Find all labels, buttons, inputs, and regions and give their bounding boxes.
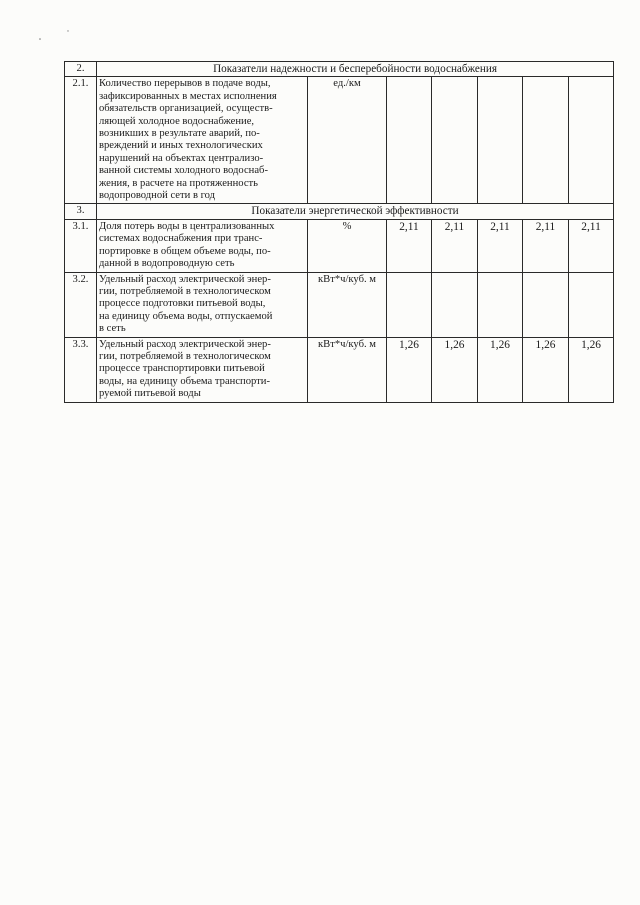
description-line: водопроводной сети в год <box>99 190 216 202</box>
indicator-row <box>65 77 614 204</box>
indicator-number: 3.1. <box>65 219 97 272</box>
section-header-row <box>65 62 614 77</box>
indicator-value: 2,11 <box>523 219 569 272</box>
indicator-value <box>523 77 569 204</box>
indicator-row <box>65 272 614 337</box>
indicator-number: 2.1. <box>65 77 97 204</box>
scan-specks <box>38 28 78 42</box>
indicator-value: 2,11 <box>569 219 614 272</box>
description-line: процессе транспортировки питьевой <box>99 363 265 375</box>
description-line: ляющей холодное водоснабжение, <box>99 115 255 127</box>
description-line: руемой питьевой воды <box>99 388 201 400</box>
description-line: в сеть <box>99 323 126 335</box>
indicator-value: 2,11 <box>478 219 523 272</box>
description-line: обязательств организацией, осуществ- <box>99 103 273 115</box>
indicator-value: 2,11 <box>432 219 478 272</box>
indicator-value <box>523 272 569 337</box>
indicator-value: 1,26 <box>523 337 569 402</box>
description-line: системах водоснабжения при транс- <box>99 233 263 245</box>
description-line: гии, потребляемой в технологическом <box>99 285 271 297</box>
indicator-unit: кВт*ч/куб. м <box>308 272 387 337</box>
description-line: Удельный расход электрической энер- <box>99 273 271 285</box>
indicator-number: 3.3. <box>65 337 97 402</box>
indicator-value <box>478 77 523 204</box>
indicator-value <box>387 272 432 337</box>
description-line: гии, потребляемой в технологическом <box>99 350 271 362</box>
description-line: данной в водопроводную сеть <box>99 258 235 270</box>
section-number: 3. <box>65 204 97 219</box>
description-line: процессе подготовки питьевой воды, <box>99 298 266 310</box>
indicator-value: 1,26 <box>387 337 432 402</box>
description-line: воды, на единицу объема транспорти- <box>99 375 270 387</box>
section-title: Показатели энергетической эффективности <box>97 204 614 219</box>
indicator-unit: ед./км <box>308 77 387 204</box>
section-title: Показатели надежности и бесперебойности водоснабжения <box>97 62 614 77</box>
description-line: вреждений и иных технологических <box>99 140 263 152</box>
section-header-row <box>65 204 614 219</box>
indicator-value <box>569 77 614 204</box>
indicator-description <box>97 219 308 272</box>
description-line: нарушений на объектах централизо- <box>99 152 264 164</box>
indicator-value <box>478 272 523 337</box>
description-line: зафиксированных в местах исполнения <box>99 90 277 102</box>
indicators-table <box>64 61 614 403</box>
indicator-value <box>432 77 478 204</box>
indicator-description <box>97 337 308 402</box>
indicator-value: 1,26 <box>569 337 614 402</box>
indicator-description <box>97 77 308 204</box>
indicator-unit: % <box>308 219 387 272</box>
indicator-row <box>65 337 614 402</box>
description-line: портировке в общем объеме воды, по- <box>99 245 271 257</box>
indicator-value: 2,11 <box>387 219 432 272</box>
indicator-unit: кВт*ч/куб. м <box>308 337 387 402</box>
indicator-value <box>569 272 614 337</box>
description-line: возникших в результате аварий, по- <box>99 128 260 140</box>
section-number: 2. <box>65 62 97 77</box>
description-line: жения, в расчете на протяженность <box>99 177 258 189</box>
description-line: ванной системы холодного водоснаб- <box>99 165 268 177</box>
indicator-row <box>65 219 614 272</box>
indicator-value: 1,26 <box>478 337 523 402</box>
description-line: Доля потерь воды в централизованных <box>99 220 275 232</box>
indicator-description <box>97 272 308 337</box>
indicator-value <box>432 272 478 337</box>
indicator-value <box>387 77 432 204</box>
indicator-value: 1,26 <box>432 337 478 402</box>
description-line: Удельный расход электрической энер- <box>99 338 271 350</box>
description-line: Количество перерывов в подаче воды, <box>99 78 271 90</box>
description-line: на единицу объема воды, отпускаемой <box>99 310 273 322</box>
indicator-number: 3.2. <box>65 272 97 337</box>
